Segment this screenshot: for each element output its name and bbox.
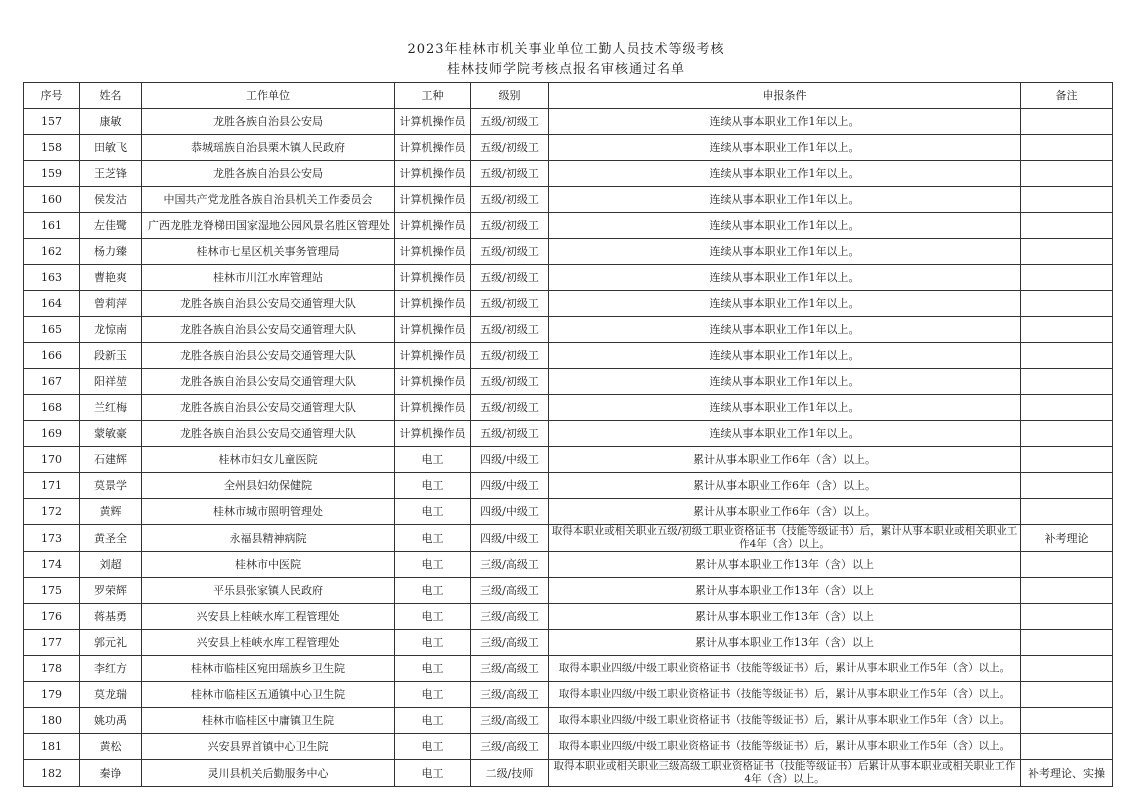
cell-trade: 计算机操作员 xyxy=(395,109,471,135)
cell-index: 161 xyxy=(24,213,80,239)
cell-condition: 取得本职业四级/中级工职业资格证书（技能等级证书）后，累计从事本职业工作5年（含）以上。 xyxy=(549,734,1021,760)
cell-trade: 计算机操作员 xyxy=(395,369,471,395)
cell-name: 曹艳爽 xyxy=(80,265,142,291)
cell-index: 167 xyxy=(24,369,80,395)
cell-remark xyxy=(1021,499,1113,525)
table-row xyxy=(24,213,1113,239)
cell-condition: 累计从事本职业工作6年（含）以上。 xyxy=(549,499,1021,525)
cell-level: 三级/高级工 xyxy=(471,734,549,760)
cell-level: 三级/高级工 xyxy=(471,578,549,604)
table-row xyxy=(24,578,1113,604)
cell-trade: 电工 xyxy=(395,525,471,552)
cell-trade: 电工 xyxy=(395,447,471,473)
document-subtitle: 桂林技师学院考核点报名审核通过名单 xyxy=(446,62,685,77)
roster-table xyxy=(23,82,1113,787)
table-row xyxy=(24,135,1113,161)
cell-trade: 电工 xyxy=(395,760,471,787)
cell-name: 罗荣辉 xyxy=(80,578,142,604)
cell-index: 158 xyxy=(24,135,80,161)
cell-name: 蒙敏豪 xyxy=(80,421,142,447)
cell-unit: 龙胜各族自治县公安局交通管理大队 xyxy=(142,343,395,369)
cell-remark xyxy=(1021,552,1113,578)
cell-level: 五级/初级工 xyxy=(471,265,549,291)
cell-remark xyxy=(1021,656,1113,682)
cell-level: 五级/初级工 xyxy=(471,395,549,421)
cell-condition: 累计从事本职业工作13年（含）以上 xyxy=(549,578,1021,604)
cell-condition: 取得本职业四级/中级工职业资格证书（技能等级证书）后，累计从事本职业工作5年（含）以上。 xyxy=(549,682,1021,708)
cell-name: 蒋基勇 xyxy=(80,604,142,630)
header-unit: 工作单位 xyxy=(142,83,395,109)
cell-level: 二级/技师 xyxy=(471,760,549,787)
cell-condition: 连续从事本职业工作1年以上。 xyxy=(549,291,1021,317)
cell-remark xyxy=(1021,291,1113,317)
cell-unit: 兴安县上桂峡水库工程管理处 xyxy=(142,604,395,630)
table-row xyxy=(24,395,1113,421)
cell-condition: 取得本职业四级/中级工职业资格证书（技能等级证书）后，累计从事本职业工作5年（含）以上。 xyxy=(549,656,1021,682)
cell-condition: 连续从事本职业工作1年以上。 xyxy=(549,317,1021,343)
cell-unit: 龙胜各族自治县公安局交通管理大队 xyxy=(142,291,395,317)
cell-index: 176 xyxy=(24,604,80,630)
cell-remark xyxy=(1021,604,1113,630)
cell-trade: 电工 xyxy=(395,734,471,760)
table-row xyxy=(24,604,1113,630)
cell-unit: 恭城瑶族自治县栗木镇人民政府 xyxy=(142,135,395,161)
cell-level: 五级/初级工 xyxy=(471,291,549,317)
cell-trade: 计算机操作员 xyxy=(395,213,471,239)
cell-unit: 桂林市妇女儿童医院 xyxy=(142,447,395,473)
table-row xyxy=(24,369,1113,395)
cell-condition: 累计从事本职业工作6年（含）以上。 xyxy=(549,473,1021,499)
cell-unit: 桂林市临桂区宛田瑶族乡卫生院 xyxy=(142,656,395,682)
cell-remark xyxy=(1021,708,1113,734)
cell-trade: 计算机操作员 xyxy=(395,239,471,265)
cell-condition: 取得本职业四级/中级工职业资格证书（技能等级证书）后，累计从事本职业工作5年（含）以上。 xyxy=(549,708,1021,734)
cell-trade: 计算机操作员 xyxy=(395,343,471,369)
cell-name: 秦诤 xyxy=(80,760,142,787)
table-row xyxy=(24,656,1113,682)
cell-index: 170 xyxy=(24,447,80,473)
cell-name: 田敏飞 xyxy=(80,135,142,161)
cell-unit: 龙胜各族自治县公安局 xyxy=(142,161,395,187)
cell-name: 郭元礼 xyxy=(80,630,142,656)
cell-unit: 桂林市七星区机关事务管理局 xyxy=(142,239,395,265)
cell-index: 160 xyxy=(24,187,80,213)
cell-unit: 桂林市城市照明管理处 xyxy=(142,499,395,525)
cell-unit: 龙胜各族自治县公安局交通管理大队 xyxy=(142,369,395,395)
cell-condition: 累计从事本职业工作13年（含）以上 xyxy=(549,552,1021,578)
cell-name: 刘超 xyxy=(80,552,142,578)
cell-condition: 累计从事本职业工作6年（含）以上。 xyxy=(549,447,1021,473)
cell-condition: 连续从事本职业工作1年以上。 xyxy=(549,369,1021,395)
cell-level: 三级/高级工 xyxy=(471,682,549,708)
table-row xyxy=(24,109,1113,135)
cell-condition: 连续从事本职业工作1年以上。 xyxy=(549,135,1021,161)
cell-level: 四级/中级工 xyxy=(471,499,549,525)
table-row xyxy=(24,317,1113,343)
cell-trade: 电工 xyxy=(395,708,471,734)
cell-condition: 连续从事本职业工作1年以上。 xyxy=(549,421,1021,447)
cell-name: 阳祥堃 xyxy=(80,369,142,395)
header-condition: 申报条件 xyxy=(549,83,1021,109)
cell-index: 166 xyxy=(24,343,80,369)
cell-unit: 龙胜各族自治县公安局交通管理大队 xyxy=(142,421,395,447)
cell-unit: 广西龙胜龙脊梯田国家湿地公园风景名胜区管理处 xyxy=(142,213,395,239)
header-row xyxy=(24,83,1113,109)
cell-remark xyxy=(1021,187,1113,213)
cell-remark xyxy=(1021,682,1113,708)
cell-level: 五级/初级工 xyxy=(471,343,549,369)
cell-trade: 电工 xyxy=(395,630,471,656)
cell-index: 169 xyxy=(24,421,80,447)
cell-level: 五级/初级工 xyxy=(471,317,549,343)
cell-trade: 计算机操作员 xyxy=(395,265,471,291)
cell-index: 171 xyxy=(24,473,80,499)
cell-name: 黄辉 xyxy=(80,499,142,525)
cell-index: 163 xyxy=(24,265,80,291)
cell-trade: 计算机操作员 xyxy=(395,421,471,447)
cell-level: 四级/中级工 xyxy=(471,525,549,552)
cell-trade: 电工 xyxy=(395,578,471,604)
cell-trade: 电工 xyxy=(395,604,471,630)
table-row xyxy=(24,734,1113,760)
cell-name: 石建辉 xyxy=(80,447,142,473)
cell-remark: 补考理论 xyxy=(1021,525,1113,552)
cell-unit: 桂林市临桂区中庸镇卫生院 xyxy=(142,708,395,734)
cell-remark xyxy=(1021,734,1113,760)
cell-name: 左佳鹭 xyxy=(80,213,142,239)
cell-name: 黄圣全 xyxy=(80,525,142,552)
cell-trade: 计算机操作员 xyxy=(395,395,471,421)
cell-trade: 电工 xyxy=(395,499,471,525)
cell-condition: 连续从事本职业工作1年以上。 xyxy=(549,343,1021,369)
table-row xyxy=(24,343,1113,369)
cell-remark xyxy=(1021,578,1113,604)
cell-level: 三级/高级工 xyxy=(471,656,549,682)
table-row xyxy=(24,552,1113,578)
cell-level: 五级/初级工 xyxy=(471,187,549,213)
cell-name: 黄松 xyxy=(80,734,142,760)
table-row xyxy=(24,473,1113,499)
cell-remark xyxy=(1021,317,1113,343)
table-row xyxy=(24,187,1113,213)
cell-condition: 连续从事本职业工作1年以上。 xyxy=(549,239,1021,265)
cell-condition: 取得本职业或相关职业五级/初级工职业资格证书（技能等级证书）后，累计从事本职业或相关职业工作4年（含）以上。 xyxy=(549,525,1021,552)
cell-name: 姚功禹 xyxy=(80,708,142,734)
cell-unit: 兴安县界首镇中心卫生院 xyxy=(142,734,395,760)
cell-name: 杨力臻 xyxy=(80,239,142,265)
table-row xyxy=(24,499,1113,525)
cell-unit: 龙胜各族自治县公安局交通管理大队 xyxy=(142,317,395,343)
cell-remark: 补考理论、实操 xyxy=(1021,760,1113,787)
cell-name: 侯发沽 xyxy=(80,187,142,213)
cell-trade: 计算机操作员 xyxy=(395,317,471,343)
cell-remark xyxy=(1021,369,1113,395)
table-row xyxy=(24,447,1113,473)
cell-remark xyxy=(1021,265,1113,291)
cell-remark xyxy=(1021,421,1113,447)
cell-name: 莫龙瑞 xyxy=(80,682,142,708)
cell-trade: 电工 xyxy=(395,682,471,708)
header-trade: 工种 xyxy=(395,83,471,109)
cell-name: 康敏 xyxy=(80,109,142,135)
table-row xyxy=(24,682,1113,708)
header-name: 姓名 xyxy=(80,83,142,109)
table-row xyxy=(24,265,1113,291)
cell-condition: 连续从事本职业工作1年以上。 xyxy=(549,187,1021,213)
cell-remark xyxy=(1021,135,1113,161)
cell-name: 李红方 xyxy=(80,656,142,682)
cell-level: 三级/高级工 xyxy=(471,630,549,656)
cell-index: 172 xyxy=(24,499,80,525)
cell-level: 三级/高级工 xyxy=(471,604,549,630)
header-remark: 备注 xyxy=(1021,83,1113,109)
cell-index: 177 xyxy=(24,630,80,656)
cell-unit: 中国共产党龙胜各族自治县机关工作委员会 xyxy=(142,187,395,213)
cell-name: 龙惊南 xyxy=(80,317,142,343)
table-row xyxy=(24,708,1113,734)
cell-index: 174 xyxy=(24,552,80,578)
cell-index: 157 xyxy=(24,109,80,135)
cell-trade: 电工 xyxy=(395,552,471,578)
table-row xyxy=(24,291,1113,317)
cell-index: 165 xyxy=(24,317,80,343)
cell-condition: 连续从事本职业工作1年以上。 xyxy=(549,161,1021,187)
cell-index: 173 xyxy=(24,525,80,552)
cell-trade: 计算机操作员 xyxy=(395,187,471,213)
cell-index: 180 xyxy=(24,708,80,734)
cell-trade: 计算机操作员 xyxy=(395,135,471,161)
cell-condition: 连续从事本职业工作1年以上。 xyxy=(549,213,1021,239)
cell-trade: 电工 xyxy=(395,473,471,499)
cell-condition: 取得本职业或相关职业三级高级工职业资格证书（技能等级证书）后累计从事本职业或相关职业工作4年（含）以上。 xyxy=(549,760,1021,787)
cell-remark xyxy=(1021,447,1113,473)
cell-level: 五级/初级工 xyxy=(471,239,549,265)
cell-name: 段新玉 xyxy=(80,343,142,369)
cell-level: 三级/高级工 xyxy=(471,708,549,734)
cell-name: 曾莉萍 xyxy=(80,291,142,317)
table-row xyxy=(24,630,1113,656)
cell-trade: 计算机操作员 xyxy=(395,291,471,317)
cell-condition: 累计从事本职业工作13年（含）以上 xyxy=(549,630,1021,656)
cell-unit: 灵川县机关后勤服务中心 xyxy=(142,760,395,787)
cell-unit: 兴安县上桂峡水库工程管理处 xyxy=(142,630,395,656)
cell-remark xyxy=(1021,473,1113,499)
cell-index: 181 xyxy=(24,734,80,760)
cell-unit: 平乐县张家镇人民政府 xyxy=(142,578,395,604)
cell-unit: 全州县妇幼保健院 xyxy=(142,473,395,499)
cell-level: 五级/初级工 xyxy=(471,161,549,187)
table-row xyxy=(24,161,1113,187)
cell-level: 五级/初级工 xyxy=(471,369,549,395)
cell-remark xyxy=(1021,395,1113,421)
cell-condition: 累计从事本职业工作13年（含）以上 xyxy=(549,604,1021,630)
table-row xyxy=(24,239,1113,265)
cell-name: 王芝锋 xyxy=(80,161,142,187)
cell-condition: 连续从事本职业工作1年以上。 xyxy=(549,395,1021,421)
cell-level: 五级/初级工 xyxy=(471,213,549,239)
cell-remark xyxy=(1021,161,1113,187)
cell-remark xyxy=(1021,343,1113,369)
cell-unit: 龙胜各族自治县公安局 xyxy=(142,109,395,135)
cell-name: 兰红梅 xyxy=(80,395,142,421)
cell-index: 179 xyxy=(24,682,80,708)
cell-remark xyxy=(1021,213,1113,239)
table-row xyxy=(24,525,1113,552)
cell-level: 三级/高级工 xyxy=(471,552,549,578)
cell-unit: 桂林市川江水库管理站 xyxy=(142,265,395,291)
roster-body xyxy=(24,109,1113,787)
cell-name: 莫景学 xyxy=(80,473,142,499)
cell-remark xyxy=(1021,630,1113,656)
cell-unit: 桂林市中医院 xyxy=(142,552,395,578)
cell-index: 168 xyxy=(24,395,80,421)
cell-level: 四级/中级工 xyxy=(471,473,549,499)
header-index: 序号 xyxy=(24,83,80,109)
header-level: 级别 xyxy=(471,83,549,109)
cell-condition: 连续从事本职业工作1年以上。 xyxy=(549,265,1021,291)
cell-remark xyxy=(1021,109,1113,135)
cell-index: 178 xyxy=(24,656,80,682)
cell-level: 四级/中级工 xyxy=(471,447,549,473)
cell-level: 五级/初级工 xyxy=(471,421,549,447)
cell-index: 159 xyxy=(24,161,80,187)
cell-level: 五级/初级工 xyxy=(471,135,549,161)
cell-index: 164 xyxy=(24,291,80,317)
cell-trade: 计算机操作员 xyxy=(395,161,471,187)
cell-unit: 永福县精神病院 xyxy=(142,525,395,552)
cell-trade: 电工 xyxy=(395,656,471,682)
table-row xyxy=(24,421,1113,447)
cell-unit: 桂林市临桂区五通镇中心卫生院 xyxy=(142,682,395,708)
cell-condition: 连续从事本职业工作1年以上。 xyxy=(549,109,1021,135)
document-title: 2023年桂林市机关事业单位工勤人员技术等级考核 xyxy=(407,42,725,57)
cell-index: 182 xyxy=(24,760,80,787)
cell-level: 五级/初级工 xyxy=(471,109,549,135)
cell-index: 175 xyxy=(24,578,80,604)
table-row xyxy=(24,760,1113,787)
cell-remark xyxy=(1021,239,1113,265)
cell-index: 162 xyxy=(24,239,80,265)
cell-unit: 龙胜各族自治县公安局交通管理大队 xyxy=(142,395,395,421)
